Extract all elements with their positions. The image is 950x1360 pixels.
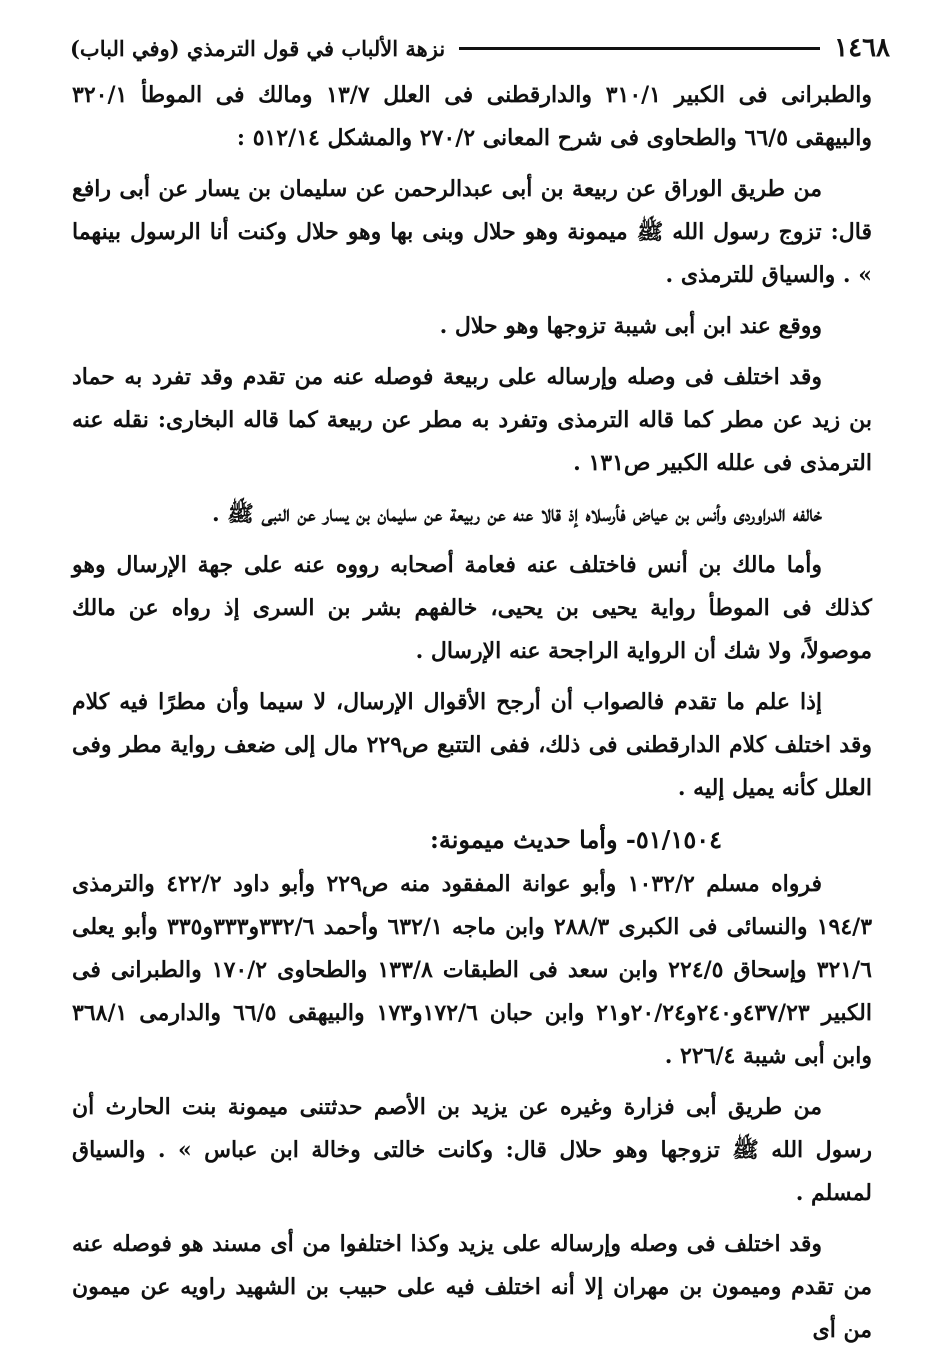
section-heading: ٥١/١٥٠٤- وأما حديث ميمونة: bbox=[429, 825, 722, 854]
paragraph: ووقع عند ابن أبى شيبة تزوجها وهو حلال . bbox=[439, 313, 822, 339]
page-number: ١٤٦٨ bbox=[834, 33, 890, 63]
header-rule bbox=[459, 47, 820, 50]
page-body bbox=[72, 74, 872, 1360]
paragraph: وقد اختلف فى وصله وإرساله على يزيد وكذا اختلفوا من أى مسند هو فوصله عنه من تقدم وميمون بن مهران إلا أنه اختلف فيه على حبيب بن الشهيد راويه عن ميمون من أى bbox=[72, 1231, 872, 1343]
paragraph: من طريق الوراق عن ربيعة بن أبى عبدالرحمن عن سليمان بن يسار عن أبى رافع قال: تزوج رسول الله ﷺ ميمونة وهو حلال وبنى بها وهو حلال وكنت أنا الرسول بينهما » . والسياق للترمذى . bbox=[72, 176, 872, 288]
paragraph: خالفه الدراوردى وأنس بن عياض فأرسلاه إذ قالا عنه عن ربيعة عن سليمان بن يسار عن النبى ﷺ . bbox=[211, 501, 822, 527]
paragraph: وأما مالك بن أنس فاختلف عنه فعامة أصحابه رووه عنه على جهة الإرسال وهو كذلك فى الموطأ رواية يحيى بن يحيى، خالفهم بشر بن السرى إذ رواه عن مالك موصولاً، ولا شك أن الرواية الراجحة عنه الإرسال . bbox=[72, 552, 872, 664]
paragraph: والطبرانى فى الكبير ٣١٠/١ والدارقطنى فى العلل ١٣/٧ ومالك فى الموطأ ٣٢٠/١ والبيهقى ٦٦/٥ والطحاوى فى شرح المعانى ٢٧٠/٢ والمشكل ٥١٢/١٤ : bbox=[72, 82, 872, 151]
running-title: نزهة الألباب في قول الترمذي (وفي الباب) bbox=[70, 35, 446, 61]
page-header bbox=[70, 30, 890, 66]
paragraph: وقد اختلف فى وصله وإرساله على ربيعة فوصله عنه من تقدم وقد تفرد به حماد بن زيد عن مطر كما قاله الترمذى وتفرد به مطر عن ربيعة كما قاله البخارى: نقله عنه الترمذى فى علله الكبير ص١٣١ . bbox=[72, 364, 872, 476]
paragraph: فرواه مسلم ١٠٣٢/٢ وأبو عوانة المفقود منه ص٢٢٩ وأبو داود ٤٢٢/٢ والترمذى ١٩٤/٣ والنسائى فى الكبرى ٢٨٨/٣ وابن ماجه ٦٣٢/١ وأحمد ٣٣٢/٦و٣٣٣و٣٣٥ وأبو يعلى ٣٢١/٦ وإسحاق ٢٢٤/٥ وابن سعد فى الطبقات ١٣٣/٨ والطحاوى ١٧٠/٢ والطبرانى فى الكبير ٤٣٧/٢٣و٢٤٠و٢٠/٢٤و٢١ وابن حبان ١٧٢/٦و١٧٣ والبيهقى ٦٦/٥ والدارمى ٣٦٨/١ وابن أبى شيبة ٢٢٦/٤ . bbox=[72, 871, 873, 1069]
paragraph: من طريق أبى فزارة وغيره عن يزيد بن الأصم حدثتنى ميمونة بنت الحارث أن رسول الله ﷺ تزوجها وهو حلال قال: وكانت خالتى وخالة ابن عباس » . والسياق لمسلم . bbox=[72, 1094, 872, 1206]
paragraph: إذا علم ما تقدم فالصواب أن أرجح الأقوال الإرسال، لا سيما وأن مطرًا فيه كلام وقد اختلف كلام الدارقطنى فى ذلك، ففى التتبع ص٢٢٩ مال إلى ضعف رواية مطر وفى العلل كأنه يميل إليه . bbox=[72, 689, 872, 801]
